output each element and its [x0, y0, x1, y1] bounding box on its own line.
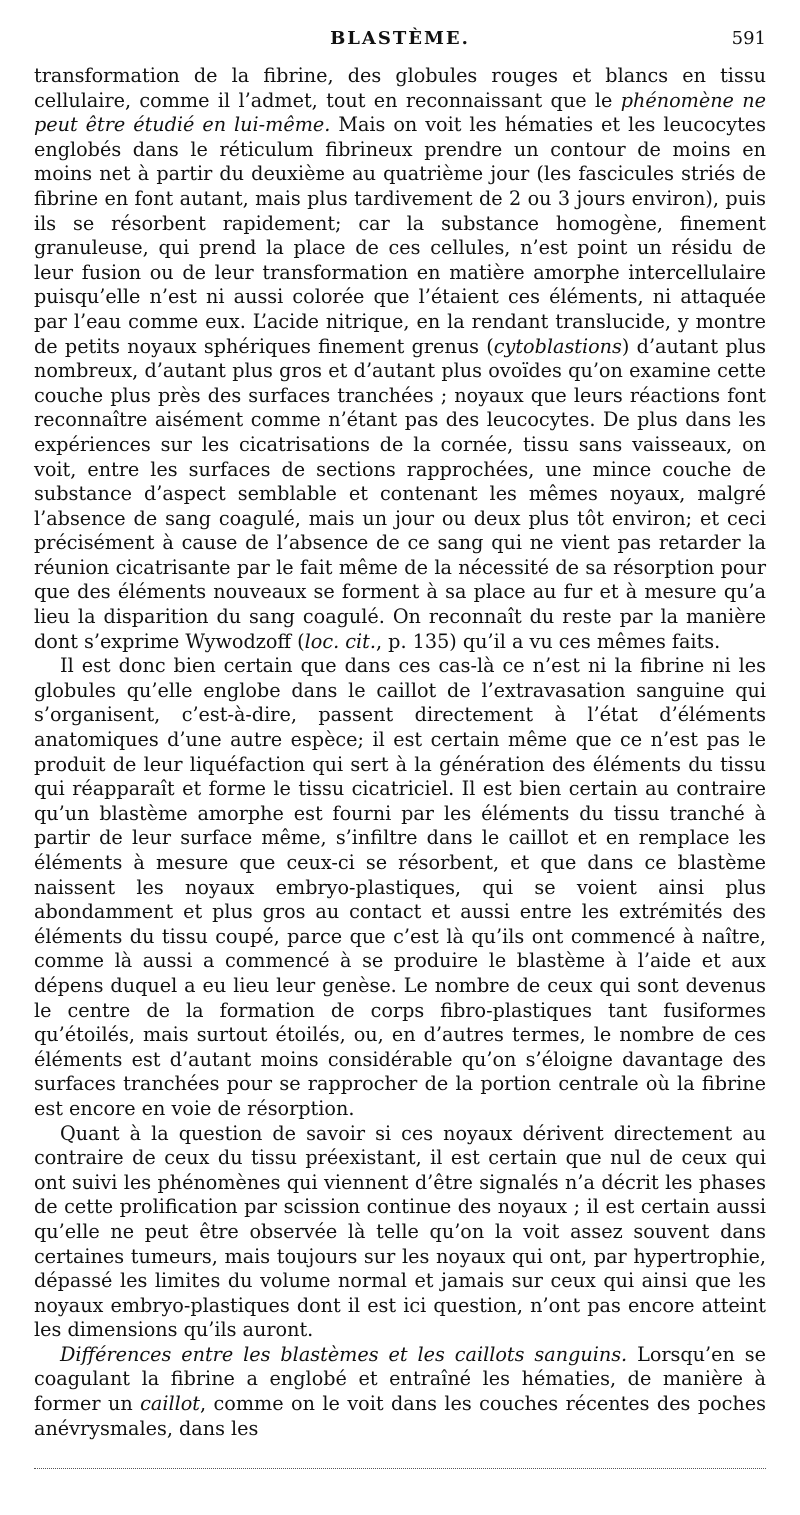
- text-run: Quant à la question de savoir si ces noyaux dérivent directement au contraire de ceux du tissu préexistant, il est certain que nul de ceux qui ont suivi les phénomènes qui viennent d’être signalés n’a décrit les phases de cette prolification par scission continue des noyaux ; il est certain aussi qu’elle ne peut être observée là telle qu’on la voit assez souvent dans certaines tumeurs, mais toujours sur les noyaux qui ont, par hypertrophie, dépassé les limites du volume normal et jamais sur ceux qui ainsi que les noyaux embryo-plastiques dont il est ici question, n’ont pas encore atteint les dimensions qu’ils auront.: [34, 1121, 766, 1342]
- running-header: [34, 28, 766, 56]
- running-title: BLASTÈME.: [330, 28, 470, 49]
- text-run: transformation de la fibrine, des globules rouges et blancs en tissu cellulaire, comme il l’admet, tout en reconnaissant que le: [34, 64, 766, 112]
- paragraph: [34, 1343, 766, 1441]
- text-run: , comme on le voit dans les couches récentes des poches anévrysmales, dans les: [34, 1392, 766, 1440]
- text-run: Mais on voit les hématies et les leucocytes englobés dans le réticulum fibrineux prendre un contour de moins en moins net à partir du deuxième au quatrième jour (les fascicules striés de fibrine en font autant, mais plus tardivement de 2 ou 3 jours environ), puis ils se résorbent rapidement; car la substance homogène, finement granuleuse, qui prend la place de ces cellules, n’est point un résidu de leur fusion ou de leur transformation en matière amorphe intercellulaire puisqu’elle n’est ni aussi colorée que l’étaient ces éléments, ni attaquée par l’eau comme eux. L’acide nitrique, en la rendant translucide, y montre de petits noyaux sphériques finement grenus (: [34, 113, 767, 358]
- text-run: Il est donc bien certain que dans ces cas-là ce n’est ni la fibrine ni les globules qu’elle englobe dans le caillot de l’extravasation sanguine qui s’organisent, c’est-à-dire, passent directement à l’état d’éléments anatomiques d’une autre espèce; il est certain même que ce n’est pas le produit de leur liquéfaction qui sert à la génération des éléments du tissu qui réapparaît et forme le tissu cicatriciel. Il est bien certain au contraire qu’un blastème amorphe est fourni par les éléments du tissu tranché à partir de leur surface même, s’infiltre dans le caillot et en remplace les éléments à mesure que ceux-ci se résorbent, et que dans ce blastème naissent les noyaux embryo-plastiques, qui se voient ainsi plus abondamment et plus gros au contact et aussi entre les extrémités des éléments du tissu coupé, parce que c’est là qu’ils ont commencé à naître, comme là aussi a commencé à se produire le blastème à l’aide et aux dépens duquel a eu lieu leur genèse. Le nombre de ceux qui sont devenus le centre de la formation de corps fibro-plastiques tant fusiformes qu’étoilés, mais surtout étoilés, ou, en d’autres termes, le nombre de ces éléments est d’autant moins considérable qu’on s’éloigne davantage des surfaces tranchées pour se rapprocher de la portion centrale où la fibrine est encore en voie de résorption.: [34, 654, 766, 1120]
- footer-rule: [34, 1468, 766, 1471]
- page-number: 591: [731, 28, 766, 49]
- italic-text: phénomène ne peut être étudié en lui-même.: [34, 88, 766, 137]
- italic-text: loc. cit.: [304, 629, 376, 653]
- text-run: , p. 135) qu’il a vu ces mêmes faits.: [375, 629, 721, 653]
- paragraph: [34, 64, 766, 654]
- italic-text: Différences entre les blastèmes et les caillots sanguins.: [60, 1342, 628, 1366]
- paragraph: [34, 1122, 766, 1343]
- italic-text: caillot: [140, 1392, 201, 1416]
- body-text: [34, 64, 766, 1441]
- italic-text: cytoblastions: [493, 334, 622, 358]
- document-page: [34, 28, 766, 1441]
- text-run: Lorsqu’en se coagulant la fibrine a englobé et entraîné les hématies, de manière à former un: [34, 1342, 766, 1416]
- paragraph: [34, 654, 766, 1121]
- text-run: ) d’autant plus nombreux, d’autant plus gros et d’autant plus ovoïdes qu’on examine cette couche plus près des surfaces tranchées ; noyaux que leurs réactions font reconnaître aisément comme n’étant pas des leucocytes. De plus dans les expériences sur les cicatrisations de la cornée, tissu sans vaisseaux, on voit, entre les surfaces de sections rapprochées, une mince couche de substance d’aspect semblable et contenant les mêmes noyaux, malgré l’absence de sang coagulé, mais un jour ou deux plus tôt environ; et ceci précisément à cause de l’absence de ce sang qui ne vient pas retarder la réunion cicatrisante par le fait même de la nécessité de sa résorption pour que des éléments nouveaux se forment à sa place au fur et à mesure qu’a lieu la disparition du sang coagulé. On reconnaît du reste par la manière dont s’exprime Wywodzoff (: [34, 334, 766, 653]
